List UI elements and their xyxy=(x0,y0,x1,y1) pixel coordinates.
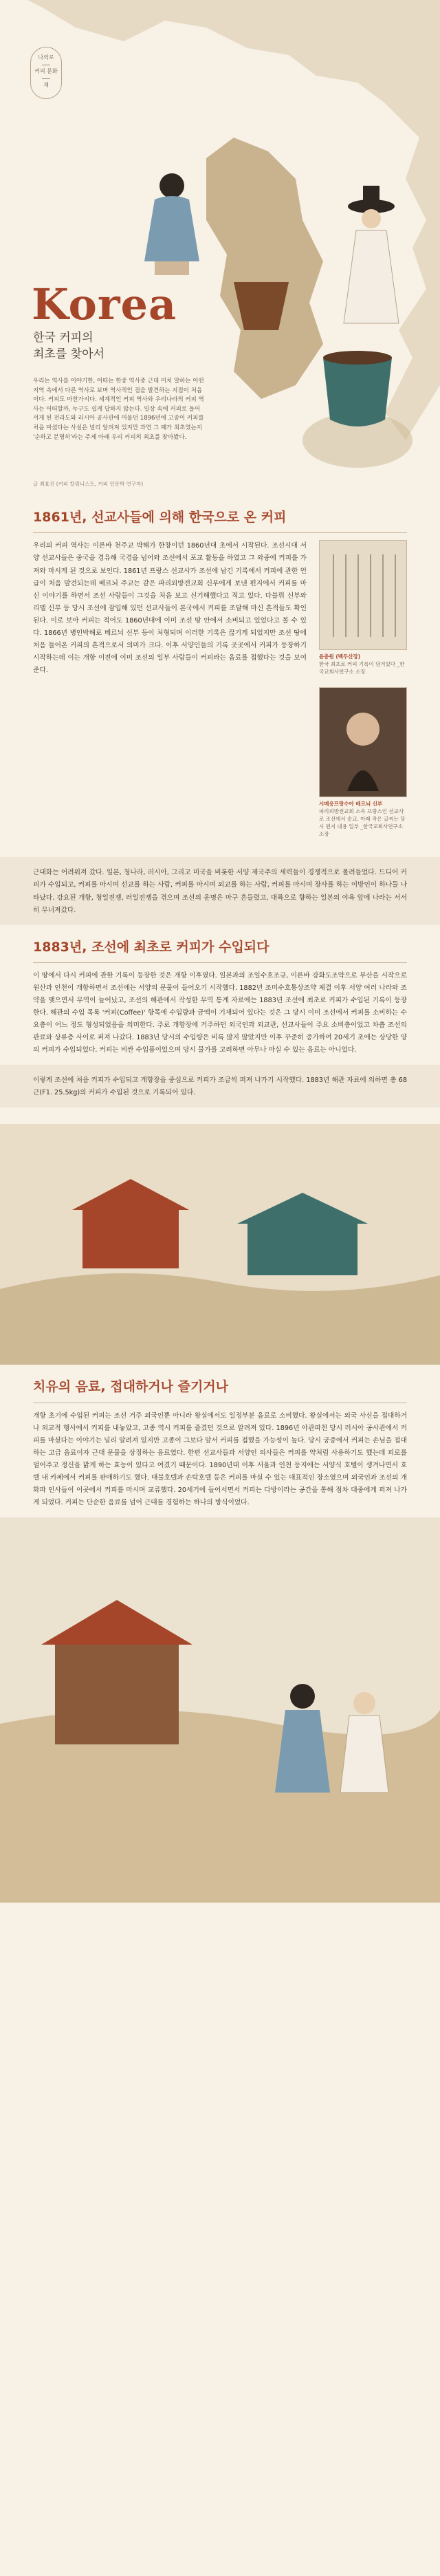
section-1861-continued: 근대화는 어려워져 갔다. 일본, 청나라, 러시아, 그리고 미국을 비롯한 서양 제국주의 세력들이 경쟁적으로 몰려들었다. 드디어 커피가 수입되고, 커피를 마시며 선교를 하는 사람, 커피를 마시며 외교를 하는 사람, 커피를 마시며 장사를 하는 이방인이 하나둘 나타났다. 강요된 개항, 청일전쟁, 러일전쟁을 겪으며 조선의 운명은 마구 흔들렸고, 대륙으로 향하는 일본의 야욕 앞에 나라는 서서히 무너져갔다. xyxy=(33,869,407,914)
figure-column xyxy=(319,540,407,849)
series-badge xyxy=(30,47,62,99)
series-number: 재 xyxy=(43,81,49,88)
intro-text: 우리는 역사를 이야기한, 어떠는 한중 역사중 근대 미처 말하는 어떤 지역 속에서 다른 역사로 보며 역사적인 점을 발견하는 지점이 처음이다. 커피도 마찬가지다. 세계적인 커피 역사와 우리나라의 커피 역사는 어떠할까, 누구도 쉽게 답하지 않는다. 일상 속에 커피로 들어서게 된 전라도와 러시아 공사관에 머물던 1896년에 고종이 커피를 처음 마셨다는 사실은 널리 알려져 있지만 과연 그 때가 최초였는지 '순하고 분명히'라는 주제 아래 우리 커피의 최초를 찾아봤다. xyxy=(33,378,204,441)
hero xyxy=(0,0,440,495)
section-heading-healing: 치유의 음료, 접대하거나 즐기거나 xyxy=(33,1377,407,1403)
series-label: 나의로 xyxy=(38,54,54,61)
historic-illustration xyxy=(0,1124,440,1365)
section-1861-text: 우리의 커피 역사는 이른바 천주교 박해가 한창이던 1860년대 초에서 시작된다. 조선시대 서양 선교사들은 중국을 경유해 국경을 넘어와 조선에서 포교 활동을 하였고 그 와중에 커피를 가져와 마시게 된 것으로 보인다. 1861년 프랑스 선교사가 조선에 남긴 기록에서 커피에 관한 언급이 처음 발견되는데 베르뇌 주교는 같은 파리외방전교회 신부에게 보낸 편지에서 커피를 마신 이야기를 하면서 조선 사람들이 그것을 처음 보고 신기해했다고 적고 있다. 다블뤼 신부와 리델 신부 등 당시 조선에 잠입해 있던 선교사들이 본국에서 커피를 조달해 마신 흔적들도 확인된다. 이로 보아 커피는 적어도 1860년대에 이미 조선 땅 안에서 소비되고 있었다고 볼 수 있다. 1866년 병인박해로 베르뇌 신부 등이 처형되며 이러한 기록은 끊기게 되었지만 조선 땅에 처음 들어온 커피의 흔적으로서 의미가 크다. 이후 서양인들의 기록 곳곳에서 커피가 등장하기 시작하는데 이는 개항 이전에 이미 조선의 일부 사람들이 커피라는 음료를 접했다는 것을 보여준다. xyxy=(33,542,307,674)
figure-caption-2: 시메옹프랑수아 베르뇌 신부 파리외방전교회 소속 프랑스인 선교사로 조선에서 순교. 아래 작은 글씨는 당시 편지 내용 일부 _한국교회사연구소 소장 xyxy=(319,801,406,837)
author-credit: 글 최효진 (커피 칼럼니스트, 커피 인문학 연구자) xyxy=(33,481,144,487)
figure-woman-illustration xyxy=(144,173,199,275)
section-1861-body xyxy=(33,540,407,849)
figure-caption-1: 윤충원 (백두산장) 한국 최초로 커피 기록이 담겨있다 _한국교회사연구소 소장 xyxy=(319,653,405,675)
section-1861-band xyxy=(0,857,440,924)
section-healing-text: 개항 초기에 수입된 커피는 조선 거주 외국인뿐 아니라 왕실에서도 일정부분 음료로 소비했다. 왕실에서는 외국 사신을 접대하거나 외교적 행사에서 커피를 내놓았고, 고종 역시 커피를 즐겼던 것으로 알려져 있다. 1896년 아관파천 당시 러시아 공사관에서 커피를 마셨다는 이야기는 널리 알려져 있지만 고종이 그보다 앞서 커피를 접했을 가능성이 높다. 당시 궁중에서 커피는 손님을 접대하는 고급 음료이자 근대 문물을 상징하는 음료였다. 한편 선교사들과 서양인 의사들은 커피를 약처럼 사용하기도 했는데 피로를 덜어주고 정신을 맑게 하는 효능이 있다고 여겼기 때문이다. 1890년대 이후 서울과 인천 등지에는 서양식 호텔이 생겨나면서 호텔 내 카페에서 커피를 판매하기도 했다. 대불호텔과 손탁호텔 등은 커피를 마실 수 있는 대표적인 장소였으며 외국인과 조선의 개화파 인사들이 이곳에서 커피를 마시며 교류했다. 20세기에 들어서면서 커피는 다방이라는 공간을 통해 점차 대중에게 퍼져 나가게 되었다. 커피는 단순한 음료를 넘어 근대를 경험하는 하나의 방식이었다. xyxy=(33,1411,407,1507)
section-1883-band xyxy=(0,1065,440,1107)
priest-portrait xyxy=(319,687,407,797)
section-1883-text: 이 땅에서 다시 커피에 관한 기록이 등장한 것은 개항 이후였다. 일본과의 조일수호조규, 이른바 강화도조약으로 부산을 시작으로 원산과 인천이 개항하면서 조선에는 서양의 문물이 들어오기 시작했다. 1882년 조미수호통상조약 체결 이후 서양 여러 나라와 조약을 맺으면서 무역이 늘어났고, 조선의 해관에서 작성한 무역 통계 자료에는 1883년 조선에 최초로 커피가 수입된 기록이 등장한다. 해관의 수입 목록 '커피(Coffee)' 항목에 수입량과 금액이 기재되어 있다는 것은 그 당시 이미 조선에서 커피를 소비하는 수요층이 어느 정도 형성되었음을 의미한다. 주로 개항장에 거주하던 외국인과 외교관, 선교사들이 주요 소비층이었고 차츰 조선의 관료와 상류층 사이로 퍼져 나갔다. 1883년 당시의 수입량은 비록 많지 않았지만 이후 꾸준히 증가하여 20세기 초에는 상당한 양의 커피가 수입되었다. 커피는 비싼 수입품이었으며 당시 물가를 고려하면 아무나 마실 수 있는 음료는 아니었다. xyxy=(33,972,407,1054)
footer-illustration xyxy=(0,1517,440,1903)
figure-man-illustration xyxy=(344,186,399,323)
section-heading-1861: 1861년, 선교사들에 의해 한국으로 온 커피 xyxy=(33,508,407,533)
page-subtitle: 한국 커피의 최초를 찾아서 xyxy=(33,331,104,361)
section-heading-1883: 1883년, 조선에 최초로 커피가 수입되다 xyxy=(33,938,407,963)
manuscript-image xyxy=(319,540,407,650)
series-topic: 커피 문화 xyxy=(34,67,58,74)
section-1883-summary: 이렇게 조선에 처음 커피가 수입되고 개항장을 중심으로 커피가 조금씩 퍼져 나가기 시작했다. 1883년 해관 자료에 의하면 총 68근(F1. 25.5kg)의 커피가 수입된 것으로 기록되어 있다. xyxy=(33,1076,407,1097)
page-title: Korea xyxy=(32,279,177,329)
